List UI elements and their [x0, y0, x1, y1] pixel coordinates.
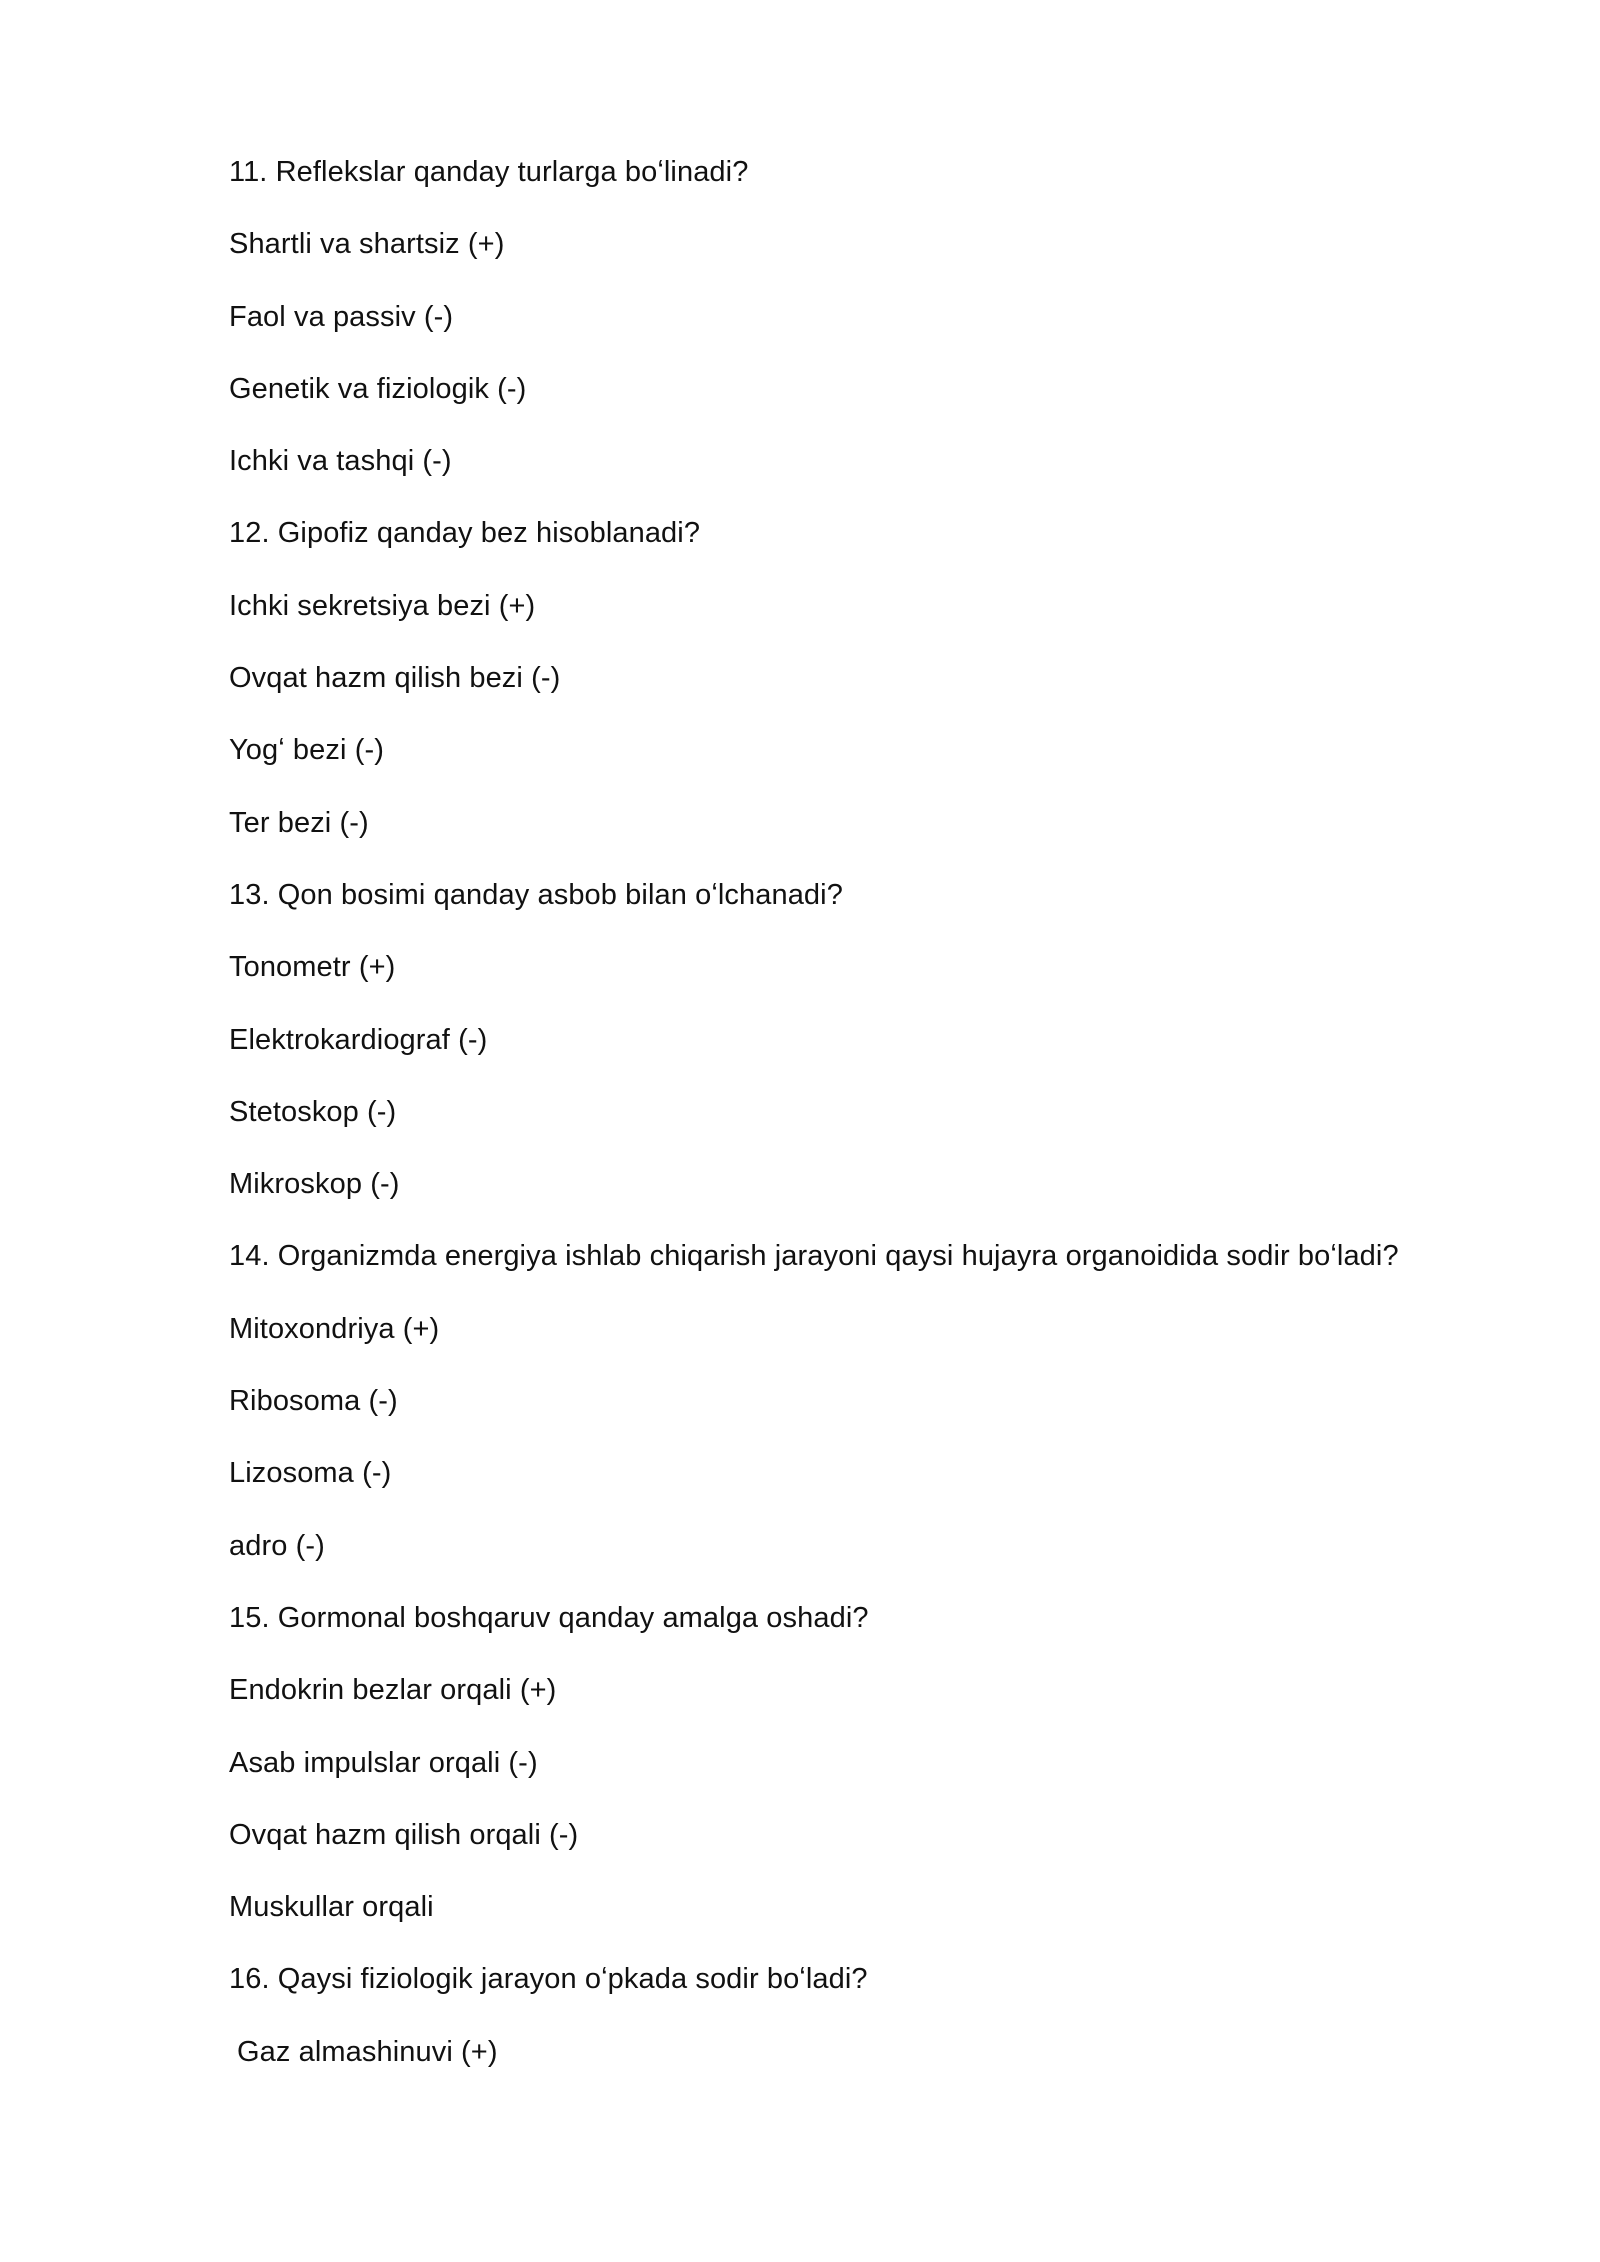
answer-option: Ovqat hazm qilish bezi (-): [229, 662, 561, 695]
question-15: 15. Gormonal boshqaruv qanday amalga oshadi?: [229, 1601, 869, 1634]
answer-option: Ter bezi (-): [229, 806, 369, 839]
document-body: [229, 148, 1529, 2100]
answer-option: Ichki va tashqi (-): [229, 445, 452, 478]
question-11: 11. Reflekslar qanday turlarga boʻlinadi?: [229, 156, 749, 188]
question-12: 12. Gipofiz qanday bez hisoblanadi?: [229, 517, 701, 550]
answer-option: Faol va passiv (-): [229, 300, 454, 333]
answer-option: Ichki sekretsiya bezi (+): [229, 589, 536, 622]
answer-option: Mitoxondriya (+): [229, 1312, 440, 1345]
answer-option: Endokrin bezlar orqali (+): [229, 1674, 557, 1707]
answer-option: Asab impulslar orqali (-): [229, 1746, 538, 1779]
answer-option: Shartli va shartsiz (+): [229, 228, 505, 261]
answer-option: Gaz almashinuvi (+): [237, 2035, 498, 2068]
answer-option: Genetik va fiziologik (-): [229, 372, 527, 405]
answer-option: Muskullar orqali: [229, 1891, 434, 1924]
answer-option: Stetoskop (-): [229, 1095, 397, 1128]
answer-option: adro (-): [229, 1529, 325, 1562]
question-14: 14. Organizmda energiya ishlab chiqarish jarayoni qaysi hujayra organoidida sodir boʻladi?: [229, 1240, 1399, 1273]
answer-option: Ribosoma (-): [229, 1385, 398, 1418]
question-13: 13. Qon bosimi qanday asbob bilan oʻlchanadi?: [229, 878, 843, 911]
answer-option: Elektrokardiograf (-): [229, 1023, 488, 1056]
question-16: 16. Qaysi fiziologik jarayon oʻpkada sodir boʻladi?: [229, 1963, 868, 1996]
answer-option: Yogʻ bezi (-): [229, 734, 384, 767]
answer-option: Lizosoma (-): [229, 1457, 392, 1490]
answer-option: Tonometr (+): [229, 951, 396, 984]
answer-option: Mikroskop (-): [229, 1168, 400, 1201]
answer-option: Ovqat hazm qilish orqali (-): [229, 1818, 579, 1851]
